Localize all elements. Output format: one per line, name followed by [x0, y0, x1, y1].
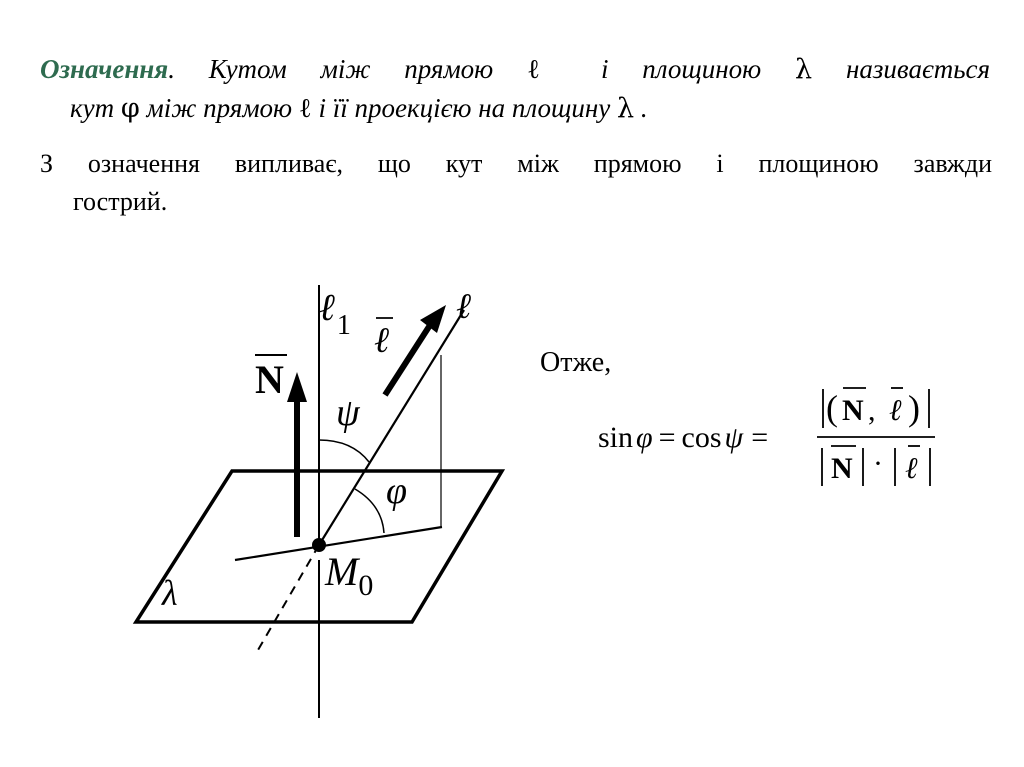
- num-comma: ,: [868, 394, 876, 427]
- note-line-1: З означення випливає, що кут між прямою і площиною завжди: [40, 149, 992, 178]
- formula-sin: sin: [598, 421, 634, 454]
- label-m0: [324, 549, 373, 602]
- num-close-paren: ): [908, 388, 920, 428]
- plane-symbol: λ: [795, 54, 813, 85]
- definition-text: . Кутом між прямою: [168, 54, 494, 84]
- normal-vector-head: [287, 372, 307, 402]
- label-m0-main: M: [325, 549, 359, 594]
- formula-cos: cos: [681, 421, 722, 454]
- phi-angle-arc: [355, 489, 384, 533]
- direction-vector-shaft: [385, 322, 432, 395]
- label-psi: ψ: [336, 392, 360, 434]
- num-l: ℓ: [889, 394, 902, 427]
- num-open-paren: (: [826, 388, 838, 428]
- formula-psi: ψ: [724, 421, 744, 454]
- den-n: N: [831, 452, 853, 485]
- note-line-2: гострий.: [73, 187, 168, 216]
- line-symbol: ℓ: [527, 54, 568, 85]
- definition-term: Означення: [40, 54, 169, 84]
- definition-text-6: і її проекцією на площину: [318, 93, 611, 123]
- line-symbol-2: ℓ: [298, 93, 312, 124]
- formula-lhs: [598, 421, 768, 454]
- num-n: N: [842, 394, 864, 427]
- definition-text-5: між прямою: [146, 93, 293, 123]
- label-n: N: [255, 357, 284, 402]
- definition-text-2: і площиною: [600, 54, 762, 84]
- formula-eq-2: =: [751, 421, 769, 454]
- formula-intro: Отже,: [540, 347, 612, 378]
- label-lambda: λ: [162, 573, 178, 613]
- label-l1-main: ℓ: [319, 287, 335, 329]
- label-l1-sub: 1: [336, 310, 351, 341]
- line-l-dashed-extension: [258, 545, 319, 650]
- definition-text-7: .: [640, 93, 648, 123]
- plane-symbol-2: λ: [616, 93, 635, 124]
- direction-vector-head: [420, 305, 446, 333]
- psi-angle-arc: [319, 440, 369, 462]
- angle-symbol: φ: [120, 93, 140, 124]
- formula-eq-1: =: [658, 421, 676, 454]
- definition-text-3: називається: [846, 54, 991, 84]
- label-l1: [319, 287, 351, 341]
- den-dot: ·: [873, 447, 883, 480]
- label-lbar: ℓ: [374, 320, 389, 360]
- den-l: ℓ: [905, 452, 918, 485]
- definition-text-4: кут: [70, 93, 115, 123]
- point-m0: [312, 538, 326, 552]
- label-m0-sub: 0: [358, 569, 374, 602]
- label-l: ℓ: [456, 286, 471, 326]
- label-phi: φ: [386, 470, 408, 512]
- formula-phi: φ: [636, 421, 653, 454]
